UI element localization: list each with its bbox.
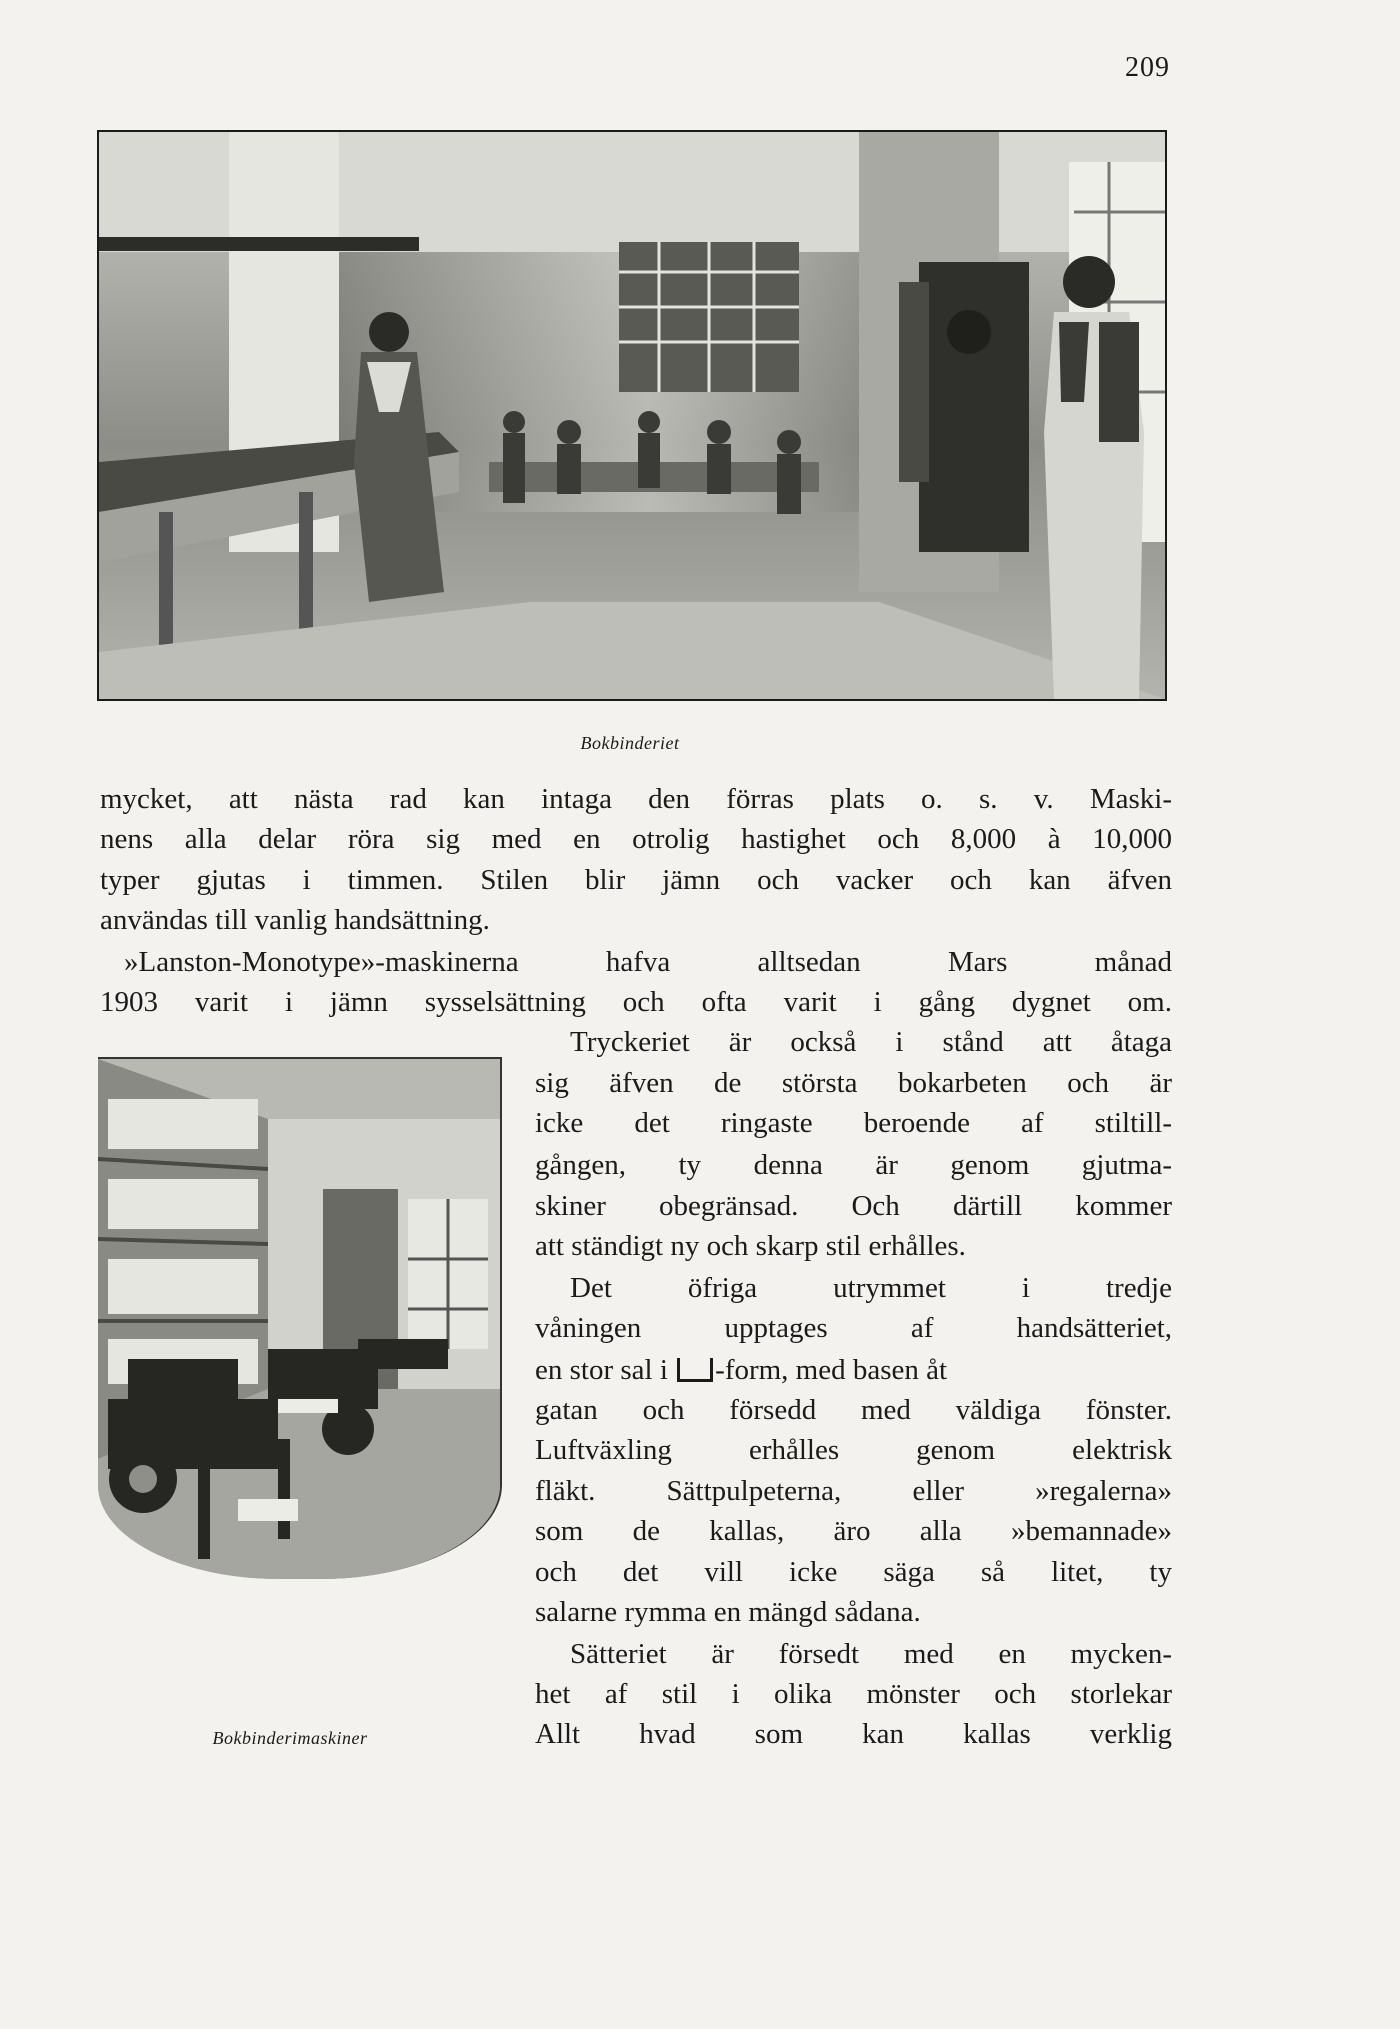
- column-line: och det vill icke säga så litet, ty: [535, 1556, 1172, 1588]
- column-line: Tryckeriet är också i stånd att åtaga: [570, 1026, 1172, 1058]
- caption-machines: Bokbinderimaskiner: [212, 1728, 368, 1748]
- paragraph-line: typer gjutas i timmen. Stilen blir jämn och vacker och kan äfven: [100, 864, 1172, 896]
- column-line: salarne rymma en mängd sådana.: [535, 1596, 921, 1628]
- machines-photo-image: [98, 1059, 500, 1579]
- column-line: våningen upptages af handsätteriet,: [535, 1312, 1172, 1344]
- column-line: som de kallas, äro alla »bemannade»: [535, 1515, 1172, 1547]
- paragraph-line: användas till vanlig handsättning.: [100, 904, 490, 936]
- column-line: icke det ringaste beroende af stiltill-: [535, 1107, 1172, 1139]
- column-line: Luftväxling erhålles genom elektrisk: [535, 1434, 1172, 1466]
- bindery-photo-image: [99, 132, 1165, 699]
- l-form-symbol: [677, 1358, 713, 1382]
- paragraph-line: 1903 varit i jämn sysselsättning och ofta varit i gång dygnet om.: [100, 986, 1172, 1018]
- bookbinding-machines-photograph: [98, 1057, 502, 1579]
- column-line: fläkt. Sättpulpeterna, eller »regalerna»: [535, 1475, 1172, 1507]
- column-line: Allt hvad som kan kallas verklig: [535, 1718, 1172, 1750]
- bindery-photograph: [97, 130, 1167, 701]
- column-line-lform: [535, 1350, 1172, 1390]
- paragraph-line: nens alla delar röra sig med en otrolig hastighet och 8,000 à 10,000: [100, 823, 1172, 855]
- column-line: gatan och försedd med väldiga fönster.: [535, 1394, 1172, 1426]
- column-line: sig äfven de största bokarbeten och är: [535, 1067, 1172, 1099]
- column-line: Det öfriga utrymmet i tredje: [570, 1272, 1172, 1304]
- page-number: 209: [1125, 52, 1170, 83]
- column-line: Sätteriet är försedt med en mycken-: [570, 1638, 1172, 1670]
- paragraph-line: »Lanston-Monotype»-maskinerna hafva alltsedan Mars månad: [124, 946, 1172, 978]
- column-line: gången, ty denna är genom gjutma-: [535, 1149, 1172, 1181]
- caption-bindery: Bokbinderiet: [580, 733, 680, 753]
- paragraph-line: mycket, att nästa rad kan intaga den förras plats o. s. v. Maski-: [100, 783, 1172, 815]
- column-line-part: en stor sal i: [535, 1354, 668, 1386]
- column-line: het af stil i olika mönster och storlekar: [535, 1678, 1172, 1710]
- column-line: att ständigt ny och skarp stil erhålles.: [535, 1230, 966, 1262]
- column-line-part: -form, med basen åt: [715, 1354, 948, 1386]
- column-line: skiner obegränsad. Och därtill kommer: [535, 1190, 1172, 1222]
